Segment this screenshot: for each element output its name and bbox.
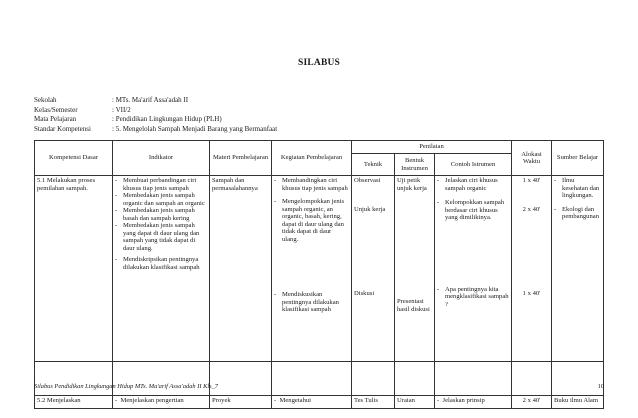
cell-materi: Proyek <box>210 396 272 409</box>
header-penilaian: Penilaian <box>352 141 512 154</box>
meta-key: Kelas/Semester <box>34 105 78 114</box>
list-item: - Mengelompokkan jenis sampah organic, an organic, basah, kering, dapat di daur ulang dan tidak dapat di daur ulang. <box>274 198 345 243</box>
cell-kegiatan: - Mengetahui <box>272 396 352 409</box>
meta-key: Mata Pelajaran <box>34 115 77 124</box>
list-item: - Apa pentingnya kita mengklasifikasi sampah ? <box>437 285 509 308</box>
cell-materi <box>210 176 272 362</box>
table-row <box>35 396 604 409</box>
teknik-item: Diskusi <box>354 290 375 297</box>
cell-kegiatan <box>272 176 352 362</box>
list-item: - Mendiskripsikan pentingnya dilakukan klasifikasi sampah <box>115 256 200 271</box>
cell-bentuk <box>395 176 435 362</box>
cell-alokasi: 2 x 40' <box>512 396 552 409</box>
alokasi-item: 2 x 40' <box>522 205 541 213</box>
silabus-table <box>34 140 604 409</box>
page-footer <box>34 383 604 390</box>
list-item: - Kelompokkan sampah berdasar ciri khusus yang dimilikinya. <box>437 199 505 221</box>
list-item: - Jelaskan ciri khusus sampah organic <box>437 177 498 192</box>
header-teknik: Teknik <box>352 154 395 176</box>
cell-alokasi <box>512 176 552 362</box>
meta-row-kelas <box>34 106 277 116</box>
meta-value: : VII/2 <box>112 105 131 114</box>
bentuk-item: Presentasi hasil diskusi <box>397 298 430 313</box>
cell-sumber <box>552 176 604 362</box>
list-item: - Ekologi dan pembangunan <box>554 205 600 220</box>
teknik-item: Observasi <box>354 177 381 184</box>
list-item: - Membedakan jenis sampah yang dapat di daur ulang dan sampah yang tidak dapat di daur ulang. <box>115 222 200 252</box>
cell-sumber: Buku ilmu Alam <box>552 396 604 409</box>
footer-text: Silabus Pendidikan Lingkungan Hidup MTs. Ma'arif Assa'adah II Kls_7 <box>34 383 218 390</box>
empty-cell <box>113 362 210 396</box>
page-number: 10 <box>597 383 604 390</box>
kompetensi-text: 5.1 Melakukan proses pemilahan sampah. <box>37 177 96 192</box>
alokasi-item: 1 x 40' <box>522 177 541 184</box>
empty-cell <box>272 362 352 396</box>
meta-row-sekolah <box>34 96 277 106</box>
cell-teknik: Tes Tulis <box>352 396 395 409</box>
empty-cell <box>352 362 395 396</box>
empty-cell <box>395 362 435 396</box>
header-materi: Materi Pembelajaran <box>210 141 272 176</box>
empty-cell <box>552 362 604 396</box>
empty-cell <box>35 362 113 396</box>
cell-indikator: - Menjelaskan pengertian <box>113 396 210 409</box>
document-meta <box>34 96 277 134</box>
header-alokasi: Alokasi Waktu <box>512 141 552 176</box>
cell-kompetensi: 5.2 Menjelaskan <box>35 396 113 409</box>
list-item: - Mendiskusikan pentingnya dilakukan klasifikasi sampah <box>274 291 339 313</box>
page-title: SILABUS <box>297 58 341 68</box>
header-kegiatan: Kegiatan Pembelajaran <box>272 141 352 176</box>
header-bentuk: Bentuk Instrumen <box>395 154 435 176</box>
header-kompetensi-dasar: Kompetensi Dasar <box>35 141 113 176</box>
list-item: - Membedakan jenis sampah organic dan sampah an organic <box>115 192 205 207</box>
materi-text: Sampah dan permasalahannya <box>212 177 258 192</box>
cell-kompetensi <box>35 176 113 362</box>
alokasi-item: 1 x 40' <box>522 290 541 297</box>
cell-indikator <box>113 176 210 362</box>
empty-cell <box>435 362 512 396</box>
empty-cell <box>210 362 272 396</box>
empty-cell <box>512 362 552 396</box>
table-row <box>35 362 604 396</box>
meta-value: : Pendidikan Lingkungan Hidup (PLH) <box>112 115 222 124</box>
list-item: - Membedakan jenis sampah basah dan sampah kering <box>115 207 195 222</box>
cell-teknik <box>352 176 395 362</box>
meta-key: Sekolah <box>34 96 57 104</box>
header-sumber: Sumber Belajar <box>552 141 604 176</box>
meta-value: : 5. Mengelolah Sampah Menjadi Barang yang Bermanfaat <box>112 124 278 133</box>
list-item: - Membuat perbandingan ciri khusus tiap jenis sampah <box>115 177 197 192</box>
cell-contoh <box>435 176 512 362</box>
table-row <box>35 176 604 362</box>
meta-row-standar <box>34 125 277 135</box>
bentuk-item: Uji petik unjuk kerja <box>397 177 427 192</box>
list-item: - Ilmu kesehatan dan lingkungan. <box>554 177 600 199</box>
meta-key: Standar Kompetensi <box>34 124 91 133</box>
teknik-item: Unjuk kerja <box>354 205 386 213</box>
header-contoh: Contoh Istrumen <box>435 154 512 176</box>
cell-bentuk: Uraian <box>395 396 435 409</box>
list-item: - Membandingkan ciri khusus tiap jenis sampah <box>274 177 348 192</box>
meta-value: : MTs. Ma'arif Assa'adah II <box>112 96 189 104</box>
cell-contoh: - Jelaskan prinsip <box>435 396 512 409</box>
meta-row-mapel <box>34 115 277 125</box>
header-indikator: Indikator <box>113 141 210 176</box>
